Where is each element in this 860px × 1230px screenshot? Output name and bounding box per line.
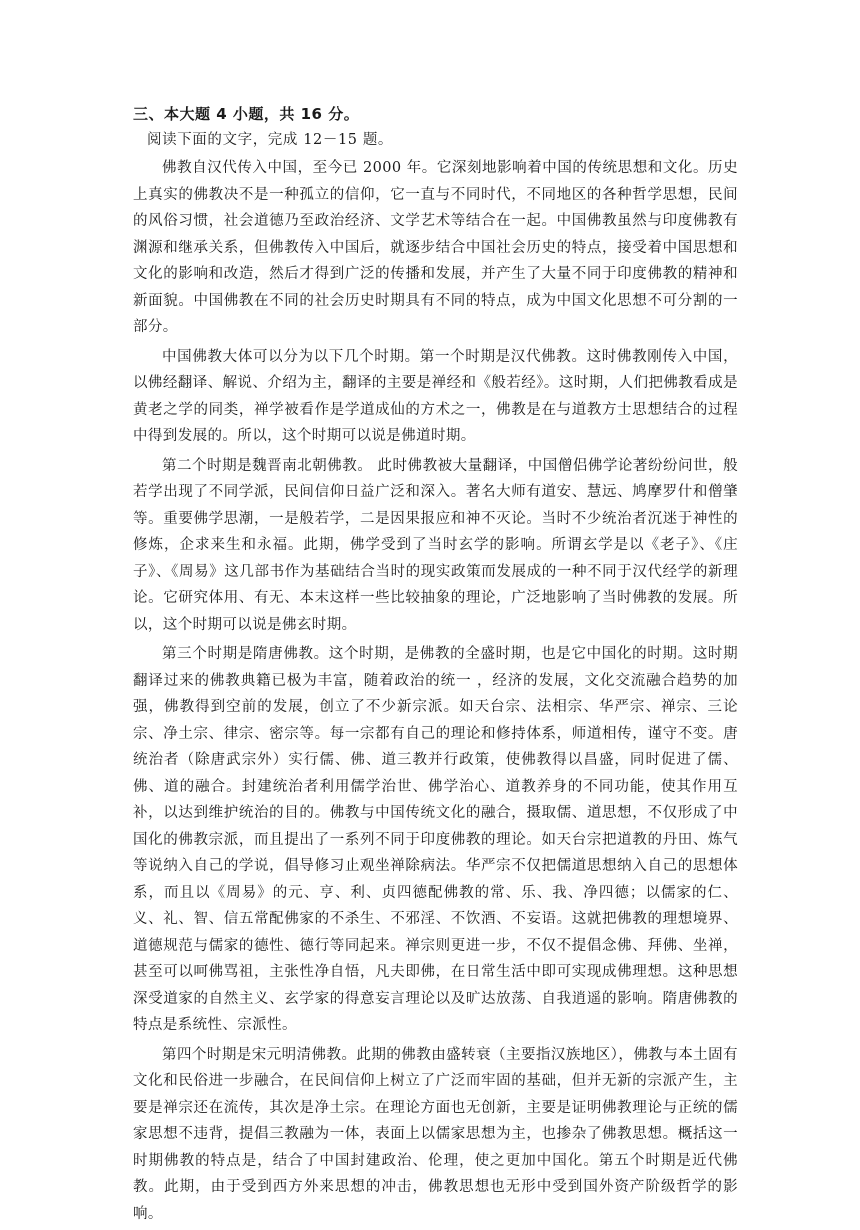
paragraph-period-4-5: 第四个时期是宋元明清佛教。此期的佛教由盛转衰（主要指汉族地区），佛教与本土固有文化和民俗进一步融合，在民间信仰上树立了广泛而牢固的基础，但并无新的宗派产生，主要是禅宗还在流传，其次是净土宗。在理论方面也无创新，主要是证明佛教理论与正统的儒家思想不违背，提倡三教融为一体，表面上以儒家思想为主，也掺杂了佛教思想。概括这一时期佛教的特点是，结合了中国封建政治、伦理，使之更加中国化。第五个时期是近代佛教。此期，由于受到西方外来思想的冲击，佛教思想也无形中受到国外资产阶级哲学的影响。 bbox=[133, 1046, 738, 1222]
paragraph-period-3: 第三个时期是隋唐佛教。这个时期，是佛教的全盛时期，也是它中国化的时期。这时期翻译过来的佛教典籍已极为丰富，随着政治的统一 ，经济的发展，文化交流融合趋势的加强，佛教得到空前的发展，创立了不少新宗派。如天台宗、法相宗、华严宗、禅宗、三论宗、净土宗、律宗、密宗等。每一宗都有自己的理论和修持体系，师道相传，谨守不变。唐统治者（除唐武宗外）实行儒、佛、道三教并行政策，使佛教得以昌盛，同时促进了儒、佛、道的融合。封建统治者利用儒学治世、佛学治心、道教养身的不同功能，使其作用互补，以达到维护统治的目的。佛教与中国传统文化的融合，摄取儒、道思想，不仅形成了中国化的佛教宗派，而且提出了一系列不同于印度佛教的理论。如天台宗把道教的丹田、炼气等说纳入自己的学说，倡导修习止观坐禅除病法。华严宗不仅把儒道思想纳入自己的思想体系，而且以《周易》的元、亨、利、贞四德配佛教的常、乐、我、净四德；以儒家的仁、义、礼、智、信五常配佛家的不杀生、不邪淫、不饮酒、不妄语。这就把佛教的理想境界、道德规范与儒家的德性、德行等同起来。禅宗则更进一步，不仅不提倡念佛、拜佛、坐禅，甚至可以呵佛骂祖，主张性净自悟，凡夫即佛，在日常生活中即可实现成佛理想。这种思想深受道家的自然主义、玄学家的得意妄言理论以及旷达放荡、自我逍遥的影响。隋唐佛教的特点是系统性、宗派性。 bbox=[133, 646, 738, 1033]
document-page bbox=[133, 104, 738, 1230]
paragraph-intro: 佛教自汉代传入中国，至今已 2000 年。它深刻地影响着中国的传统思想和文化。历史上真实的佛教决不是一种孤立的信仰，它一直与不同时代，不同地区的各种哲学思想，民间的风俗习惯，社会道德乃至政治经济、文学艺术等结合在一起。中国佛教虽然与印度佛教有渊源和继承关系，但佛教传入中国后，就逐步结合中国社会历史的特点，接受着中国思想和文化的影响和改造，然后才得到广泛的传播和发展，并产生了大量不同于印度佛教的精神和新面貌。中国佛教在不同的社会历史时期具有不同的特点，成为中国文化思想不可分割的一部分。 bbox=[133, 160, 738, 335]
reading-instruction: 阅读下面的文字，完成 12－15 题。 bbox=[147, 132, 394, 148]
paragraph-period-1: 中国佛教大体可以分为以下几个时期。第一个时期是汉代佛教。这时佛教刚传入中国，以佛经翻译、解说、介绍为主，翻译的主要是禅经和《般若经》。这时期，人们把佛教看成是黄老之学的同类，禅学被看作是学道成仙的方术之一，佛教是在与道教方士思想结合的过程中得到发展的。所以，这个时期可以说是佛道时期。 bbox=[133, 348, 738, 444]
paragraph-period-2: 第二个时期是魏晋南北朝佛教。 此时佛教被大量翻译，中国僧侣佛学论著纷纷问世，般若学出现了不同学派，民间信仰日益广泛和深入。著名大师有道安、慧远、鸠摩罗什和僧肇等。重要佛学思潮，一是般若学，二是因果报应和神不灭论。当时不少统治者沉迷于神性的修炼，企求来生和永福。此期，佛学受到了当时玄学的影响。所谓玄学是以《老子》、《庄子》、《周易》这几部书作为基础结合当时的现实政策而发展成的一种不同于汉代经学的新理论。它研究体用、有无、本末这样一些比较抽象的理论，广泛地影响了当时佛教的发展。所以，这个时期可以说是佛玄时期。 bbox=[133, 457, 738, 633]
section-heading: 三、本大题 4 小题，共 16 分。 bbox=[133, 105, 360, 123]
